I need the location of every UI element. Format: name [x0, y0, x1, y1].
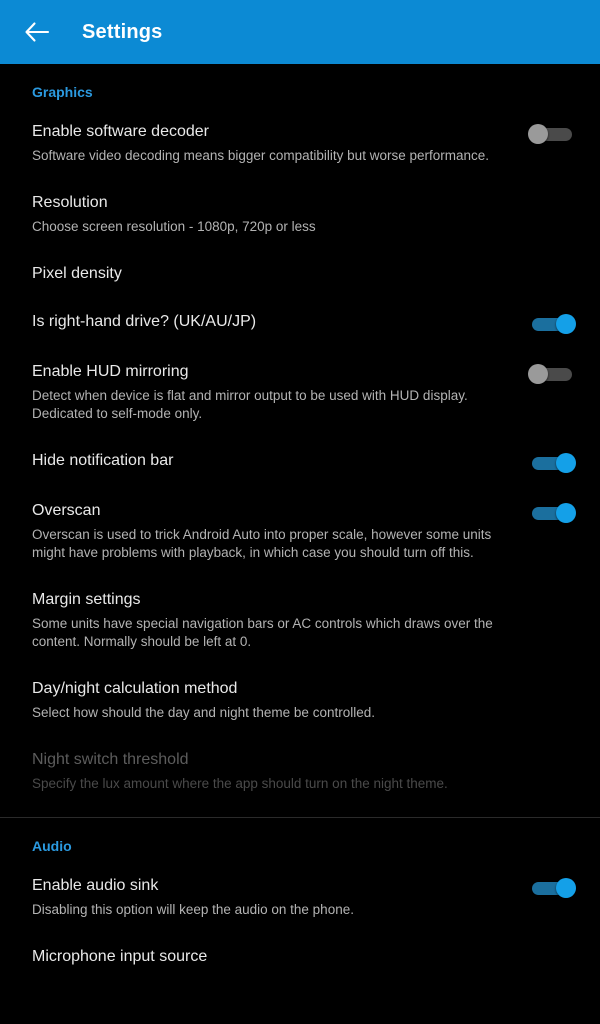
row-text: [32, 750, 518, 793]
toggle-thumb: [556, 878, 576, 898]
toggle-right-hand-drive[interactable]: [528, 314, 576, 334]
setting-row-microphone-input-source[interactable]: [0, 933, 600, 981]
row-control: [518, 679, 576, 681]
settings-list[interactable]: [0, 64, 600, 1024]
row-control: [518, 501, 576, 523]
toggle-overscan[interactable]: [528, 503, 576, 523]
toggle-hide-notification-bar[interactable]: [528, 453, 576, 473]
setting-subtitle: Overscan is used to trick Android Auto into proper scale, however some units might have problems with playback, in which case you should turn off this.: [32, 527, 492, 560]
section-audio: [0, 818, 600, 981]
setting-title: Overscan: [32, 502, 101, 519]
setting-title: Enable HUD mirroring: [32, 363, 189, 380]
row-control: [518, 750, 576, 752]
setting-title: Margin settings: [32, 591, 141, 608]
section-header-graphics: Graphics: [32, 84, 93, 100]
toggle-thumb: [556, 314, 576, 334]
setting-title: Is right-hand drive? (UK/AU/JP): [32, 313, 257, 330]
row-control: [518, 264, 576, 266]
arrow-left-icon: [24, 21, 50, 43]
toggle-enable-audio-sink[interactable]: [528, 878, 576, 898]
row-text: [32, 122, 518, 165]
setting-subtitle: Select how should the day and night theme be controlled.: [32, 705, 375, 720]
setting-subtitle: Software video decoding means bigger compatibility but worse performance.: [32, 148, 489, 163]
toggle-enable-software-decoder[interactable]: [528, 124, 576, 144]
row-control: [518, 193, 576, 195]
row-text: [32, 679, 518, 722]
toggle-thumb: [556, 453, 576, 473]
row-text: [32, 312, 518, 332]
setting-subtitle: Disabling this option will keep the audio on the phone.: [32, 902, 354, 917]
setting-subtitle: Choose screen resolution - 1080p, 720p or less: [32, 219, 316, 234]
row-control: [518, 947, 576, 949]
row-text: [32, 264, 518, 284]
toggle-thumb: [556, 503, 576, 523]
setting-subtitle: Detect when device is flat and mirror output to be used with HUD display. Dedicated to self-mode only.: [32, 388, 468, 421]
setting-row-enable-audio-sink[interactable]: [0, 862, 600, 933]
setting-title: Pixel density: [32, 265, 122, 282]
setting-subtitle: Specify the lux amount where the app should turn on the night theme.: [32, 776, 448, 791]
row-control: [518, 590, 576, 592]
row-text: [32, 876, 518, 919]
setting-title: Enable software decoder: [32, 123, 209, 140]
setting-title: Microphone input source: [32, 948, 208, 965]
row-control: [518, 876, 576, 898]
row-text: [32, 451, 518, 471]
section-header-audio: Audio: [32, 838, 72, 854]
setting-row-enable-software-decoder[interactable]: [0, 108, 600, 179]
row-text: [32, 193, 518, 236]
setting-row-day-night-calculation-method[interactable]: [0, 665, 600, 736]
section-graphics: [0, 64, 600, 807]
row-text: [32, 501, 518, 562]
row-text: [32, 362, 518, 423]
setting-row-night-switch-threshold: [0, 736, 600, 807]
setting-row-hide-notification-bar[interactable]: [0, 437, 600, 487]
toggle-thumb: [528, 124, 548, 144]
setting-subtitle: Some units have special navigation bars or AC controls which draws over the content. Normally should be left at 0.: [32, 616, 493, 649]
toggle-enable-hud-mirroring[interactable]: [528, 364, 576, 384]
setting-row-resolution[interactable]: [0, 179, 600, 250]
row-text: [32, 590, 518, 651]
setting-row-overscan[interactable]: [0, 487, 600, 576]
setting-row-pixel-density[interactable]: [0, 250, 600, 298]
setting-title: Enable audio sink: [32, 877, 159, 894]
row-control: [518, 451, 576, 473]
toggle-thumb: [528, 364, 548, 384]
setting-title: Day/night calculation method: [32, 680, 238, 697]
row-control: [518, 362, 576, 384]
row-text: [32, 947, 518, 967]
setting-title: Resolution: [32, 194, 108, 211]
setting-row-margin-settings[interactable]: [0, 576, 600, 665]
row-control: [518, 122, 576, 144]
setting-row-right-hand-drive[interactable]: [0, 298, 600, 348]
setting-title: Hide notification bar: [32, 452, 174, 469]
app-bar: [0, 0, 600, 64]
page-title: Settings: [82, 20, 163, 43]
setting-row-enable-hud-mirroring[interactable]: [0, 348, 600, 437]
back-button[interactable]: [20, 15, 54, 49]
setting-title: Night switch threshold: [32, 751, 189, 768]
row-control: [518, 312, 576, 334]
